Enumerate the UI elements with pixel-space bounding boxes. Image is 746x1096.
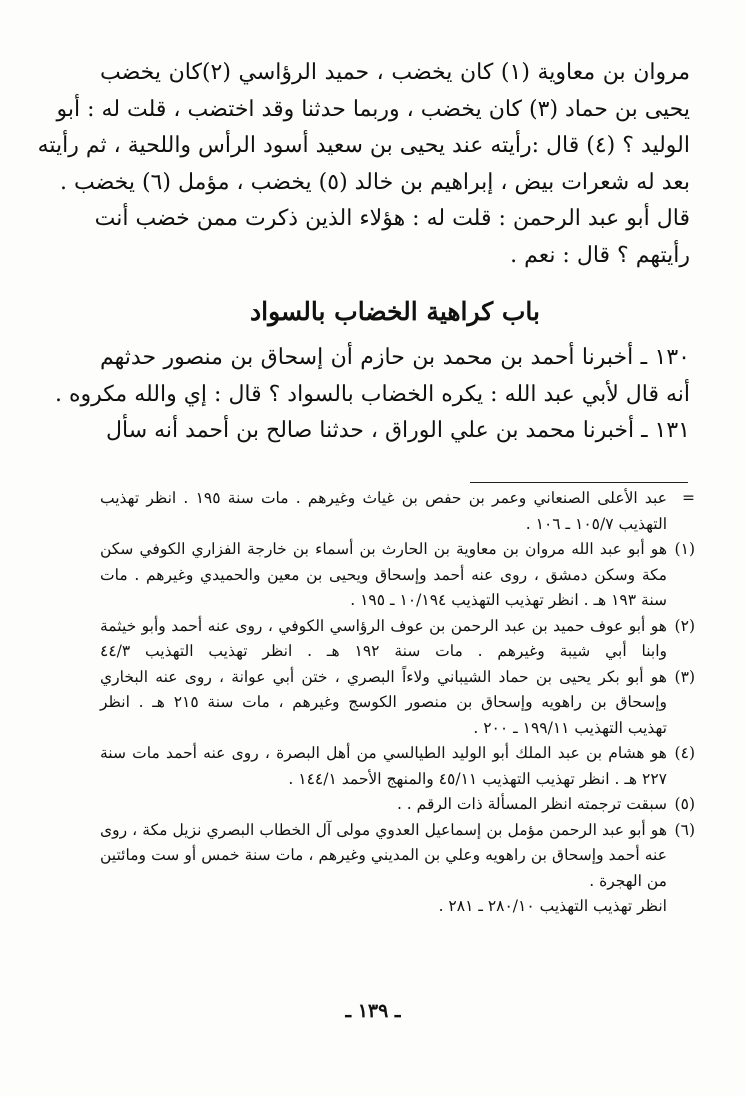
text-line: ١٣٠ ـ أخبرنا أحمد بن محمد بن حازم أن إسحاق بن منصور حدثهم bbox=[100, 345, 690, 370]
text-line: رأيتهم ؟ قال : نعم . bbox=[510, 242, 690, 268]
footnote-number: = bbox=[682, 489, 695, 507]
footnote-divider bbox=[470, 482, 688, 483]
text-line: يحيى بن حماد (٣) كان يخضب ، وربما حدثنا وقد اختضب ، قلت له : أبو bbox=[56, 96, 690, 122]
footnote-2 bbox=[100, 614, 695, 665]
footnote-number: (٤) bbox=[674, 744, 695, 762]
main-text-top bbox=[37, 55, 691, 274]
text-line: الوليد ؟ (٤) قال :رأيته عند يحيى بن سعيد أسود الرأس واللحية ، ثم رأيته bbox=[37, 133, 690, 158]
main-text-bottom bbox=[55, 340, 690, 450]
footnote-number: (١) bbox=[674, 540, 695, 558]
text-line: مروان بن معاوية (١) كان يخضب ، حميد الرؤاسي (٢)كان يخضب bbox=[100, 60, 691, 85]
footnote-1 bbox=[100, 537, 695, 614]
footnote-number: (٢) bbox=[674, 616, 695, 635]
footnote-line: التهذيب ١٠٥/٧ ـ ١٠٦ . bbox=[525, 514, 667, 533]
footnote-line: وابنا أبي شيبة وغيرهم . مات سنة ١٩٢ هـ . انظر تهذيب التهذيب ٤٤/٣ bbox=[100, 642, 668, 660]
footnote-4 bbox=[100, 741, 695, 792]
text-line: أنه قال لأبي عبد الله : يكره الخضاب بالسواد ؟ قال : إي والله مكروه . bbox=[55, 381, 690, 407]
footnote-line: عبد الأعلى الصنعاني وعمر بن حفص بن غياث وغيرهم . مات سنة ١٩٥ . انظر تهذيب bbox=[100, 489, 667, 507]
footnote-line: ٢٢٧ هـ . انظر تهذيب التهذيب ٤٥/١١ والمنهج الأحمد ١٤٤/١ . bbox=[288, 769, 667, 788]
footnote-number: (٦) bbox=[674, 820, 695, 839]
footnote-line: من الهجرة . bbox=[589, 871, 667, 890]
footnote-line: وإسحاق بن راهويه وإسحاق بن منصور الكوسج وغيرهم ، مات سنة ٢١٥ هـ . انظر bbox=[100, 693, 667, 711]
footnote-line: هو هشام بن عبد الملك أبو الوليد الطيالسي من أهل البصرة ، روى عنه أحمد مات سنة bbox=[100, 744, 667, 762]
footnote-line: انظر تهذيب التهذيب ٢٨٠/١٠ ـ ٢٨١ . bbox=[438, 897, 667, 915]
footnote-6 bbox=[100, 818, 695, 920]
footnotes bbox=[100, 486, 695, 920]
text-line: ١٣١ ـ أخبرنا محمد بن علي الوراق ، حدثنا صالح بن أحمد أنه سأل bbox=[106, 418, 690, 443]
footnote-line: عنه أحمد وإسحاق بن راهويه وعلي بن المديني وغيرهم ، مات سنة خمس أو ست ومائتين bbox=[100, 846, 667, 864]
footnote-line: سنة ١٩٣ هـ . انظر تهذيب التهذيب ١٠/١٩٤ ـ ١٩٥ . bbox=[350, 591, 667, 609]
footnote-line: هو أبو عبد الرحمن مؤمل بن إسماعيل العدوي مولى آل الخطاب البصري نزيل مكة ، روى bbox=[100, 820, 667, 839]
footnote-3 bbox=[100, 665, 695, 742]
footnote-line: مكة وسكن دمشق ، روى عنه أحمد وإسحاق ويحيى بن معين والحميدي وغيرهم . مات bbox=[100, 565, 667, 584]
page-number: ـ ١٣٩ ـ bbox=[345, 1000, 401, 1022]
footnote-line: هو أبو بكر يحيى بن حماد الشيباني ولاءاً البصري ، ختن أبي عوانة ، روى عنه البخاري bbox=[100, 667, 667, 686]
footnote-line: هو أبو عوف حميد بن عبد الرحمن بن عوف الرؤاسي الكوفي ، روى عنه أحمد وأبو خيثمة bbox=[100, 616, 667, 635]
footnote-continued bbox=[100, 486, 695, 537]
footnote-number: (٥) bbox=[674, 795, 695, 813]
footnote-line: هو أبو عبد الله مروان بن معاوية بن الحارث بن أسماء بن خارجة الفزاري الكوفي سكن bbox=[100, 540, 667, 558]
text-line: قال أبو عبد الرحمن : قلت له : هؤلاء الذين ذكرت ممن خضب أنت bbox=[94, 206, 690, 231]
footnote-line: سبقت ترجمته انظر المسألة ذات الرقم . . bbox=[396, 795, 667, 813]
footnote-line: تهذيب التهذيب ١٩٩/١١ ـ ٢٠٠ . bbox=[473, 718, 667, 737]
text-line: بعد له شعرات بيض ، إبراهيم بن خالد (٥) يخضب ، مؤمل (٦) يخضب . bbox=[59, 169, 690, 195]
footnote-5 bbox=[100, 792, 695, 818]
footnote-number: (٣) bbox=[674, 667, 695, 686]
chapter-heading: باب كراهية الخضاب بالسواد bbox=[249, 297, 540, 326]
